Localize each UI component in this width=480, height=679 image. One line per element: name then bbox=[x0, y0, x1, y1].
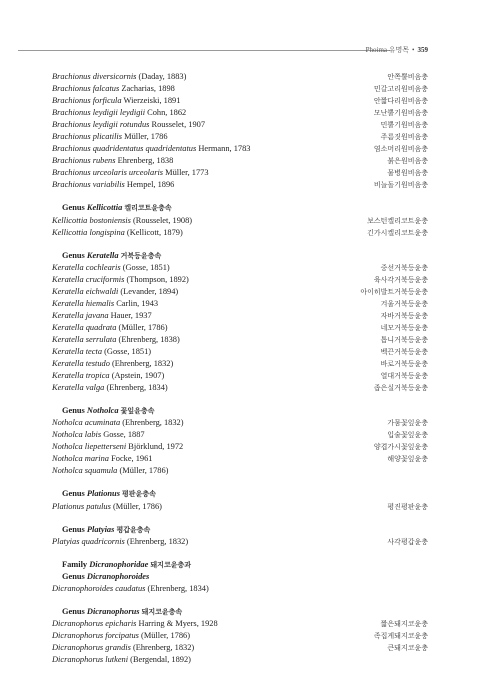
author-citation: (Bergendal, 1892) bbox=[130, 654, 191, 664]
species-entry bbox=[52, 107, 428, 119]
author-citation: (Müller, 1786) bbox=[112, 501, 162, 511]
korean-name: 모난뿔기원비음충 bbox=[373, 109, 428, 118]
scientific-name: Keratella tecta bbox=[52, 346, 103, 356]
korean-genus-name: 평판윤충속 bbox=[122, 490, 156, 499]
scientific-name: Brachionus diversicornis bbox=[52, 72, 137, 81]
genus-heading bbox=[52, 405, 428, 417]
species-entry bbox=[52, 143, 428, 155]
family-name: Dicranophoridae bbox=[89, 559, 149, 569]
page-number: 359 bbox=[417, 46, 428, 54]
species-left bbox=[52, 465, 168, 477]
species-entry bbox=[52, 286, 428, 298]
scientific-name: Brachionus plicatilis bbox=[52, 132, 123, 142]
author-citation: (Thompson, 1892) bbox=[126, 274, 189, 284]
species-left bbox=[52, 429, 145, 441]
scientific-name: Dicranophorus epicharis bbox=[52, 618, 137, 628]
scientific-name: Dicranophorus lutkeni bbox=[52, 654, 129, 664]
rank-label: Genus bbox=[62, 606, 85, 616]
species-entry bbox=[52, 583, 428, 595]
genus-heading bbox=[52, 488, 428, 500]
author-citation: (Müller, 1786) bbox=[141, 630, 191, 640]
scientific-name: Kellicottia bostoniensis bbox=[52, 215, 131, 225]
journal-name: Phoima 유명목 bbox=[365, 46, 410, 54]
author-citation: Hermann, 1783 bbox=[198, 144, 251, 154]
species-left bbox=[52, 417, 184, 429]
genus-name: Platyias bbox=[86, 524, 115, 534]
species-left bbox=[52, 95, 180, 107]
rank-label: Genus bbox=[62, 524, 85, 534]
scientific-name: Kellicottia longispina bbox=[52, 227, 125, 237]
author-citation: (Ehrenberg, 1832) bbox=[112, 359, 174, 369]
author-citation: (Ehrenberg, 1834) bbox=[106, 383, 168, 393]
species-entry bbox=[52, 179, 428, 191]
author-citation: Focke, 1961 bbox=[111, 454, 153, 464]
korean-name: 좁은실거북등윤충 bbox=[373, 384, 428, 393]
korean-name: 해양꽃잎윤충 bbox=[387, 455, 428, 464]
species-entry bbox=[52, 131, 428, 143]
scientific-name: Brachionus falcatus bbox=[52, 84, 120, 94]
korean-name: 입술꽃잎윤충 bbox=[387, 431, 428, 440]
species-entry bbox=[52, 465, 428, 477]
scientific-name: Keratella cruciformis bbox=[52, 274, 125, 284]
korean-name: 자바거북등윤충 bbox=[380, 311, 428, 320]
species-entry bbox=[52, 630, 428, 642]
korean-name: 중선거북등윤충 bbox=[380, 263, 428, 272]
korean-genus-name: 꽃잎윤충속 bbox=[120, 407, 155, 416]
species-entry bbox=[52, 417, 428, 429]
species-left bbox=[52, 630, 190, 642]
author-citation: Hempel, 1896 bbox=[126, 180, 175, 190]
korean-name: 보스턴켈리코트윤충 bbox=[367, 216, 428, 225]
species-left bbox=[52, 441, 183, 453]
species-entry bbox=[52, 334, 428, 346]
species-left bbox=[52, 71, 186, 83]
species-entry bbox=[52, 95, 428, 107]
korean-name: 민갈고리원비음충 bbox=[373, 85, 428, 94]
species-entry bbox=[52, 310, 428, 322]
author-citation: (Ehrenberg, 1838) bbox=[118, 334, 180, 344]
author-citation: (Levander, 1894) bbox=[120, 286, 179, 296]
header-bullet: • bbox=[412, 46, 415, 54]
author-citation: Zacharias, 1898 bbox=[121, 84, 175, 94]
korean-genus-name: 켈리코트윤충속 bbox=[124, 204, 172, 213]
scientific-name: Dicranophoroides caudatus bbox=[52, 583, 146, 593]
species-left bbox=[52, 155, 173, 167]
rank-label: Genus bbox=[62, 203, 85, 213]
rank-label: Genus bbox=[62, 406, 85, 416]
species-entry bbox=[52, 346, 428, 358]
species-entry bbox=[52, 618, 428, 630]
korean-genus-name: 거북등윤충속 bbox=[120, 251, 162, 260]
species-entry bbox=[52, 358, 428, 370]
author-citation: Müller, 1786 bbox=[124, 132, 168, 142]
scientific-name: Keratella cochlearis bbox=[52, 262, 121, 272]
korean-name: 큰돼지코윤충 bbox=[387, 643, 428, 652]
scientific-name: Keratella tropica bbox=[52, 371, 110, 381]
korean-name: 바로거북등윤충 bbox=[380, 360, 428, 369]
author-citation: (Gosse, 1851) bbox=[104, 346, 152, 356]
species-entry bbox=[52, 654, 428, 666]
author-citation: (Daday, 1883) bbox=[138, 72, 187, 81]
family-heading bbox=[52, 559, 428, 571]
section-gap bbox=[52, 548, 428, 559]
species-left bbox=[52, 310, 152, 322]
scientific-name: Notholca liepetterseni bbox=[52, 442, 127, 452]
scientific-name: Dicranophorus grandis bbox=[52, 642, 131, 652]
author-citation: Ehrenberg, 1838 bbox=[117, 156, 174, 166]
scientific-name: Notholca marina bbox=[52, 454, 109, 464]
korean-name: 평진평판윤충 bbox=[387, 502, 428, 511]
species-left bbox=[52, 119, 205, 131]
scientific-name: Keratella javana bbox=[52, 310, 109, 320]
scientific-name: Notholca labis bbox=[52, 430, 102, 440]
rank-label: Family bbox=[62, 559, 88, 569]
species-left bbox=[52, 382, 168, 394]
korean-name: 물병원비음충 bbox=[387, 169, 428, 178]
species-entry bbox=[52, 71, 428, 83]
species-left bbox=[52, 83, 175, 95]
korean-family-name: 돼지코윤충과 bbox=[150, 560, 191, 569]
korean-name: 톱니거북등윤충 bbox=[380, 335, 428, 344]
korean-genus-name: 평갑윤충속 bbox=[116, 525, 151, 534]
author-citation: (Kellicott, 1879) bbox=[126, 227, 183, 237]
genus-name: Kellicottia bbox=[86, 203, 123, 213]
scientific-name: Platyias quadricornis bbox=[52, 536, 125, 546]
species-entry bbox=[52, 536, 428, 548]
scientific-name: Keratella valga bbox=[52, 383, 105, 393]
species-left bbox=[52, 654, 191, 666]
rank-label: Genus bbox=[62, 250, 85, 260]
korean-name: 사각평갑윤충 bbox=[387, 537, 428, 546]
species-left bbox=[52, 346, 151, 358]
species-entry bbox=[52, 83, 428, 95]
korean-name: 열대거북등윤충 bbox=[380, 372, 428, 381]
genus-heading bbox=[52, 202, 428, 214]
genus-name: Keratella bbox=[86, 250, 119, 260]
header-rule bbox=[18, 50, 390, 51]
scientific-name: Brachionus quadridentatus quadridentatus bbox=[52, 144, 197, 154]
scientific-name: Keratella quadrata bbox=[52, 322, 117, 332]
genus-name: Notholca bbox=[86, 406, 119, 416]
author-citation: Müller, 1773 bbox=[165, 168, 209, 178]
section-gap bbox=[52, 394, 428, 405]
author-citation: Cohn, 1862 bbox=[147, 108, 187, 118]
species-entry bbox=[52, 370, 428, 382]
korean-name: 겨울거북등윤충 bbox=[380, 299, 428, 308]
species-left bbox=[52, 179, 174, 191]
species-left bbox=[52, 215, 192, 227]
genus-heading bbox=[52, 250, 428, 262]
species-left bbox=[52, 322, 168, 334]
korean-name: 아이히발트거북등윤충 bbox=[360, 287, 428, 296]
korean-name: 민뿔기원비음충 bbox=[380, 121, 428, 130]
species-left bbox=[52, 583, 209, 595]
scientific-name: Notholca squamula bbox=[52, 466, 118, 476]
korean-name: 양겹가시꽃잎윤충 bbox=[373, 443, 428, 452]
korean-name: 주름짓원비음충 bbox=[380, 133, 428, 142]
author-citation: (Ehrenberg, 1834) bbox=[147, 583, 209, 593]
species-entry bbox=[52, 322, 428, 334]
section-gap bbox=[52, 239, 428, 250]
species-left bbox=[52, 131, 168, 143]
species-entry bbox=[52, 382, 428, 394]
korean-genus-name: 돼지코윤충속 bbox=[141, 607, 183, 616]
scientific-name: Plationus patulus bbox=[52, 501, 111, 511]
scientific-name: Brachionus variabilis bbox=[52, 180, 125, 190]
author-citation: Hauer, 1937 bbox=[110, 310, 152, 320]
author-citation: Björklund, 1972 bbox=[128, 442, 184, 452]
species-entry bbox=[52, 167, 428, 179]
species-entry bbox=[52, 429, 428, 441]
species-left bbox=[52, 227, 183, 239]
taxon-list bbox=[52, 71, 428, 666]
korean-name: 염소머리원비음충 bbox=[373, 145, 428, 154]
genus-heading bbox=[52, 524, 428, 536]
species-left bbox=[52, 536, 188, 548]
species-entry bbox=[52, 501, 428, 513]
rank-label: Genus bbox=[62, 489, 85, 499]
species-entry bbox=[52, 155, 428, 167]
scientific-name: Brachionus leydigii rotundus bbox=[52, 120, 150, 130]
korean-name: 안짧다리원비음충 bbox=[373, 97, 428, 106]
author-citation: (Ehrenberg, 1832) bbox=[122, 418, 184, 428]
author-citation: (Müller, 1786) bbox=[118, 322, 168, 332]
section-gap bbox=[52, 191, 428, 202]
species-left bbox=[52, 298, 158, 310]
species-left bbox=[52, 262, 170, 274]
author-citation: (Ehrenberg, 1832) bbox=[126, 536, 189, 546]
scientific-name: Keratella eichwaldi bbox=[52, 286, 119, 296]
species-left bbox=[52, 167, 209, 179]
scientific-name: Brachionus leydigii leydigii bbox=[52, 108, 146, 118]
korean-name: 족집게돼지코윤충 bbox=[373, 631, 428, 640]
scientific-name: Notholca acuminata bbox=[52, 418, 121, 428]
species-left bbox=[52, 618, 218, 630]
species-left bbox=[52, 274, 189, 286]
scientific-name: Brachionus urceolaris urceolaris bbox=[52, 168, 164, 178]
author-citation: Wierzeiski, 1891 bbox=[123, 96, 181, 106]
species-entry bbox=[52, 215, 428, 227]
section-gap bbox=[52, 595, 428, 606]
genus-name: Dicranophoroides bbox=[86, 571, 150, 581]
species-entry bbox=[52, 262, 428, 274]
species-left bbox=[52, 358, 173, 370]
species-left bbox=[52, 143, 250, 155]
korean-name: 안쪽뿔비음충 bbox=[387, 73, 428, 81]
species-left bbox=[52, 107, 186, 119]
scientific-name: Brachionus rubens bbox=[52, 156, 116, 166]
rank-label: Genus bbox=[62, 571, 85, 581]
species-left bbox=[52, 370, 164, 382]
section-gap bbox=[52, 477, 428, 488]
korean-name: 비늘돌기원비음충 bbox=[373, 181, 428, 190]
section-gap bbox=[52, 513, 428, 524]
running-header bbox=[0, 44, 480, 56]
genus-heading bbox=[52, 571, 428, 583]
korean-name: 긴가시켈리코트윤충 bbox=[367, 228, 428, 237]
header-text bbox=[366, 44, 428, 56]
species-left bbox=[52, 501, 162, 513]
scientific-name: Dicranophorus forcipatus bbox=[52, 630, 139, 640]
korean-name: 네모거북등윤충 bbox=[380, 323, 428, 332]
species-entry bbox=[52, 119, 428, 131]
scientific-name: Keratella serrulata bbox=[52, 334, 117, 344]
author-citation: Carlin, 1943 bbox=[116, 298, 159, 308]
author-citation: (Müller, 1786) bbox=[119, 466, 169, 476]
author-citation: Gosse, 1887 bbox=[103, 430, 145, 440]
scientific-name: Keratella hiemalis bbox=[52, 298, 115, 308]
korean-name: 육사각거북등윤충 bbox=[373, 275, 428, 284]
scientific-name: Keratella testudo bbox=[52, 359, 110, 369]
author-citation: (Ehrenberg, 1832) bbox=[132, 642, 195, 652]
author-citation: (Apstein, 1907) bbox=[111, 371, 165, 381]
species-entry bbox=[52, 298, 428, 310]
genus-name: Plationus bbox=[86, 489, 120, 499]
author-citation: Rousselet, 1907 bbox=[151, 120, 206, 130]
author-citation: Harring & Myers, 1928 bbox=[138, 618, 218, 628]
species-entry bbox=[52, 453, 428, 465]
species-left bbox=[52, 642, 194, 654]
species-left bbox=[52, 453, 153, 465]
species-entry bbox=[52, 642, 428, 654]
genus-heading bbox=[52, 606, 428, 618]
korean-name: 짧은돼지코윤충 bbox=[380, 619, 428, 628]
species-entry bbox=[52, 274, 428, 286]
scientific-name: Brachionus forficula bbox=[52, 96, 122, 106]
author-citation: (Rousselet, 1908) bbox=[132, 215, 193, 225]
genus-name: Dicranophorus bbox=[86, 606, 140, 616]
species-entry bbox=[52, 441, 428, 453]
species-entry bbox=[52, 227, 428, 239]
species-left bbox=[52, 334, 180, 346]
korean-name: 가뭄꽃잎윤충 bbox=[387, 419, 428, 428]
korean-name: 벡끈거북등윤충 bbox=[380, 347, 428, 356]
author-citation: (Gosse, 1851) bbox=[122, 262, 170, 272]
korean-name: 붉은원비음충 bbox=[387, 157, 428, 166]
species-left bbox=[52, 286, 178, 298]
